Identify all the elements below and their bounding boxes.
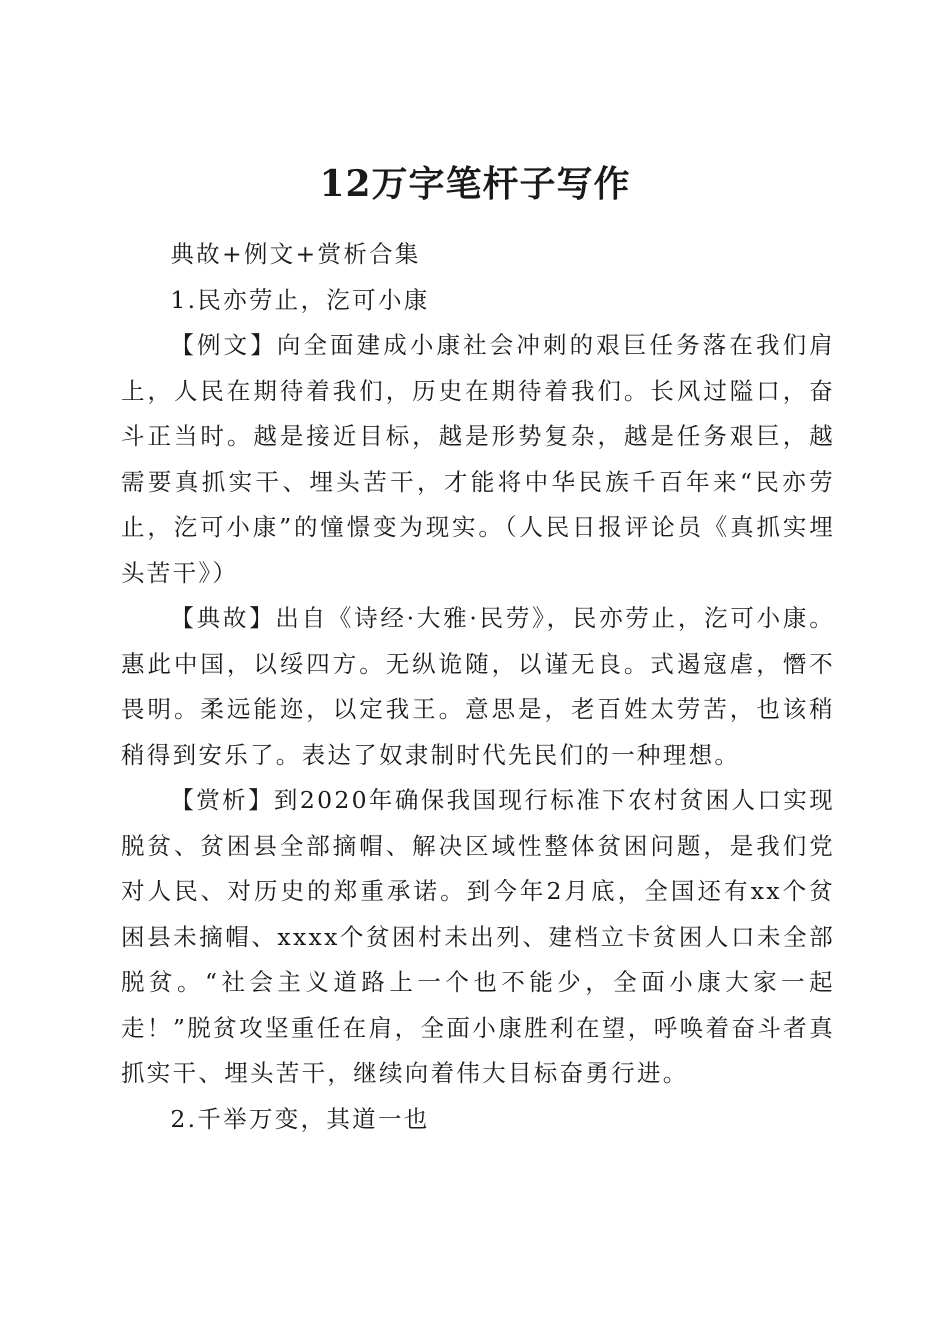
example-paragraph: 【例文】向全面建成小康社会冲刺的艰巨任务落在我们肩上，人民在期待着我们，历史在期待着我们。长风过隘口，奋斗正当时。越是接近目标，越是形势复杂，越是任务艰巨，越需要真抓实干、埋头苦干，才能将中华民族千百年来“民亦劳止，汔可小康”的憧憬变为现实。（人民日报评论员《真抓实埋头苦干》） xyxy=(121,331,835,587)
document-body xyxy=(121,232,835,1142)
section-heading-1: 1.民亦劳止，汔可小康 xyxy=(170,285,430,314)
document-title: 12万字笔杆子写作 xyxy=(319,163,631,206)
section-heading-2: 2.千举万变，其道一也 xyxy=(170,1104,430,1133)
allusion-paragraph: 【典故】出自《诗经·大雅·民劳》，民亦劳止，汔可小康。惠此中国，以绥四方。无纵诡随，以谨无良。式遏寇虐，憯不畏明。柔远能迩，以定我王。意思是，老百姓太劳苦，也该稍稍得到安乐了。表达了奴隶制时代先民们的一种理想。 xyxy=(121,604,835,769)
analysis-paragraph: 【赏析】到2020年确保我国现行标准下农村贫困人口实现脱贫、贫困县全部摘帽、解决区域性整体贫困问题，是我们党对人民、对历史的郑重承诺。到今年2月底，全国还有xx个贫困县未摘帽、xxxx个贫困村未出列、建档立卡贫困人口未全部脱贫。“社会主义道路上一个也不能少，全面小康大家一起走！”脱贫攻坚重任在肩，全面小康胜利在望，呼唤着奋斗者真抓实干、埋头苦干，继续向着伟大目标奋勇行进。 xyxy=(121,786,835,1087)
subtitle-paragraph: 典故+例文+赏析合集 xyxy=(170,240,421,268)
